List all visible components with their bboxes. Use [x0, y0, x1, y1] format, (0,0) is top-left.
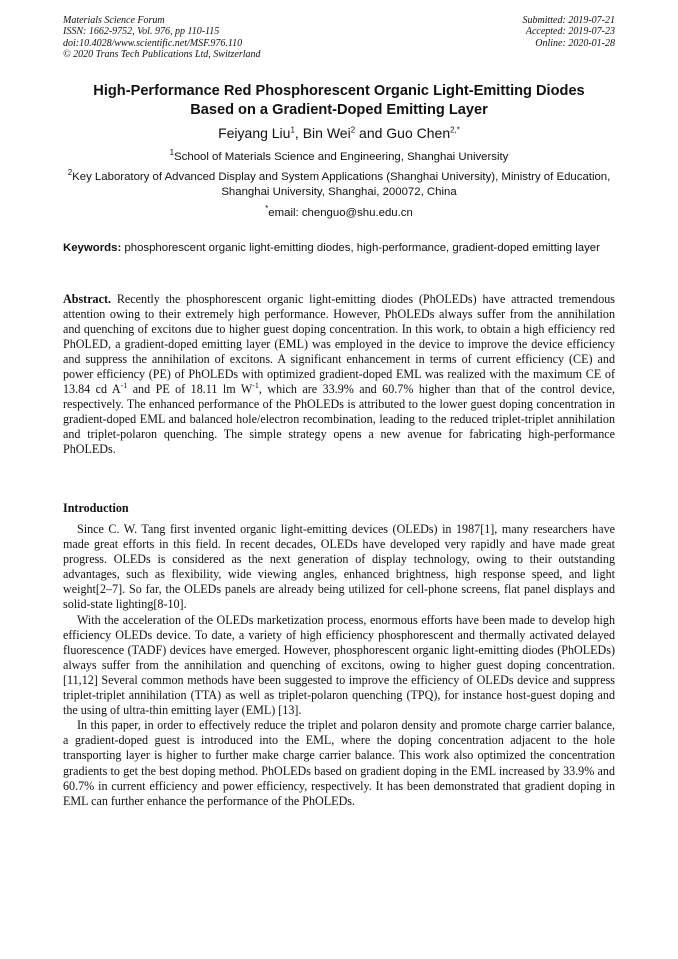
journal-info	[63, 15, 261, 61]
introduction-heading: Introduction	[63, 501, 129, 515]
author-separator: and	[355, 125, 387, 141]
abstract-superscript: -1	[252, 381, 259, 391]
introduction-paragraph: In this paper, in order to effectively reduce the triplet and polaron density and promote charge carrier balance, a gradient-doped guest is introduced into the EML, where the doping concentration adjacent to the hole transporting layer is higher to further make charge carrier balance. This work also optimized the concentration gradients to get the best doping method. PhOLEDs based on gradient doping in the EML increased by 33.9% and 60.7% in current efficiency and power efficiency, respectively. It has been demonstrated that gradient doping in EML can further enhance the performance of the PhOLEDs.	[63, 718, 615, 808]
abstract-text-3: , which are 33.9% and 60.7% higher than that of the control device, respectively. The enhanced performance of the PhOLEDs is attributed to the lower guest doping concentration in gradient-doped EML and balanced hole/electron recombination, leading to the reduced triplet-triplet annihilation and triplet-polaron quenching. The simple strategy opens a new avenue for fabricating high-performance PhOLEDs.	[63, 382, 615, 457]
paper-title	[40, 82, 638, 119]
author-name: Bin Wei	[302, 125, 351, 141]
keywords-section	[63, 241, 615, 256]
submitted-date: Submitted: 2019-07-21	[522, 15, 615, 26]
affiliation-2	[55, 170, 623, 200]
journal-issn: ISSN: 1662-9752, Vol. 976, pp 110-115	[63, 26, 220, 38]
author-affiliation-mark: 2,*	[450, 125, 460, 135]
affiliation-text: School of Materials Science and Engineering, Shanghai University	[174, 151, 509, 163]
abstract-superscript: -1	[120, 381, 128, 391]
corresponding-email	[40, 206, 638, 221]
corresponding-mark: *	[265, 204, 269, 214]
email-text: email: chenguo@shu.edu.cn	[268, 207, 413, 219]
abstract-text-1: Recently the phosphorescent organic light-emitting diodes (PhOLEDs) have attracted tremendous attention owing to their extremely high performance. However, PhOLEDs always suffer from the annihilation and quenching of excitons due to higher guest doping concentration. In this work, to obtain a high efficiency red PhOLED, a gradient-doped emitting layer (EML) was employed in the device to improve the device efficiency and suppress the annihilation of excitons. A significant enhancement in terms of current efficiency (CE) and power efficiency (PE) of PhOLEDs with optimized gradient-doped EML was realized with the maximum CE of 13.84 cd A	[63, 292, 615, 397]
author-list	[40, 124, 638, 142]
author-name: Feiyang Liu	[218, 125, 291, 141]
paper-title-line-1: High-Performance Red Phosphorescent Organic Light-Emitting Diodes	[93, 83, 585, 99]
introduction-body	[63, 522, 615, 809]
affiliation-mark: 2	[67, 168, 73, 178]
abstract-text-2: and PE of 18.11 lm W	[127, 382, 253, 397]
journal-name: Materials Science Forum	[63, 15, 165, 26]
introduction-paragraph: Since C. W. Tang first invented organic light-emitting devices (OLEDs) in 1987[1], many researchers have made great efforts in this field. In recent decades, OLEDs have developed very rapidly and have made great progress. OLEDs is considered as the next generation of display technology, owing to their outstanding advantages, such as flexibility, wide viewing angles, enhanced brightness, high response speed, and light weight[2–7]. So far, the OLEDs panels are already being utilized for cell-phone screens, flat panel displays and solid-state lighting[8-10].	[63, 522, 615, 612]
affiliation-mark: 1	[169, 148, 175, 158]
online-date: Online: 2020-01-28	[535, 37, 615, 49]
paper-title-line-2: Based on a Gradient-Doped Emitting Layer	[190, 101, 488, 118]
introduction-paragraph: With the acceleration of the OLEDs marketization process, enormous efforts have been made to develop high efficiency OLEDs device. To date, a variety of high efficiency phosphorescent and thermally activated delayed fluorescence (TADF) devices have emerged. However, phosphorescent organic light-emitting diodes (PhOLEDs) always suffer from the annihilation and quenching of excitons, owing to higher guest doping concentration.[11,12] Several common methods have been suggested to improve the efficiency of OLEDs device and suppress triplet-triplet annihilation (TTA) as well as triplet-polaron quenching (TPQ), for instance host-guest doping and the using of ultra-thin emitting layer (EML) [13].	[63, 612, 615, 718]
journal-doi: doi:10.4028/www.scientific.net/MSF.976.110	[63, 37, 243, 49]
affiliation-1	[55, 150, 623, 165]
keywords-label: Keywords:	[63, 242, 122, 254]
submission-dates	[523, 15, 616, 49]
abstract-section	[63, 292, 615, 458]
author-name: Guo Chen	[386, 125, 451, 141]
journal-copyright: © 2020 Trans Tech Publications Ltd, Switzerland	[63, 49, 261, 61]
accepted-date: Accepted: 2019-07-23	[525, 26, 615, 38]
author-affiliation-mark: 1	[290, 125, 295, 135]
abstract-label: Abstract.	[63, 292, 112, 306]
keywords-text: phosphorescent organic light-emitting diodes, high-performance, gradient-doped emitting layer	[121, 242, 600, 254]
affiliation-text: Key Laboratory of Advanced Display and System Applications (Shanghai University), Ministry of Education, Shanghai University, Shanghai, 200072, China	[72, 171, 611, 198]
author-separator: ,	[294, 125, 303, 141]
author-affiliation-mark: 2	[350, 125, 356, 135]
